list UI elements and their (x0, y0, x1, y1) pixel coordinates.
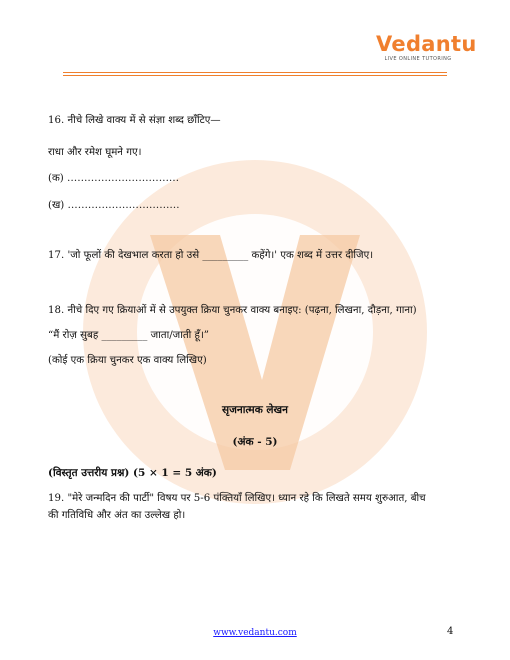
logo-tagline: LIVE ONLINE TUTORING (384, 56, 452, 62)
q18-prompt: 18. नीचे दिए गए क्रियाओं में से उपयुक्त क्रिया चुनकर वाक्य बनाइए: (पढ़ना, लिखना, दौड़ना, गाना) (48, 305, 417, 316)
q17-text: 17. 'जो फूलों की देखभाल करता हो उसे _________ कहेंगे।' एक शब्द में उत्तर दीजिए। (48, 250, 374, 261)
q16-option-a: (क) …………………………… (48, 173, 180, 184)
page-number: 4 (447, 626, 454, 637)
q16-sentence: राधा और रमेश घूमने गए। (48, 147, 142, 158)
q18-sentence: “मैं रोज़ सुबह _________ जाता/जाती हूँ।” (48, 330, 210, 341)
q18-note: (कोई एक क्रिया चुनकर एक वाक्य लिखिए) (48, 355, 207, 366)
section-title: सृजनात्मक लेखन (222, 404, 288, 416)
question-type-heading: (विस्तृत उत्तरीय प्रश्न) (5 × 1 = 5 अंक) (48, 467, 217, 479)
q16-option-b: (ख) …………………………… (48, 200, 180, 211)
header-rule (63, 72, 447, 73)
logo-wordmark: Vedantu (376, 32, 477, 56)
vedantu-logo (376, 32, 477, 63)
q19-line-1: 19. "मेरे जन्मदिन की पार्टी" विषय पर 5-6 पंक्तियाँ लिखिए। ध्यान रहे कि लिखते समय शुरुआत, बीच (48, 493, 426, 504)
section-marks: (अंक - 5) (232, 436, 278, 448)
q19-line-2: की गतिविधि और अंत का उल्लेख हो। (48, 510, 186, 521)
footer-website-link[interactable]: www.vedantu.com (213, 628, 297, 638)
q16-prompt: 16. नीचे लिखे वाक्य में से संज्ञा शब्द छाँटिए— (48, 115, 221, 126)
header-rule-thin (63, 75, 447, 76)
